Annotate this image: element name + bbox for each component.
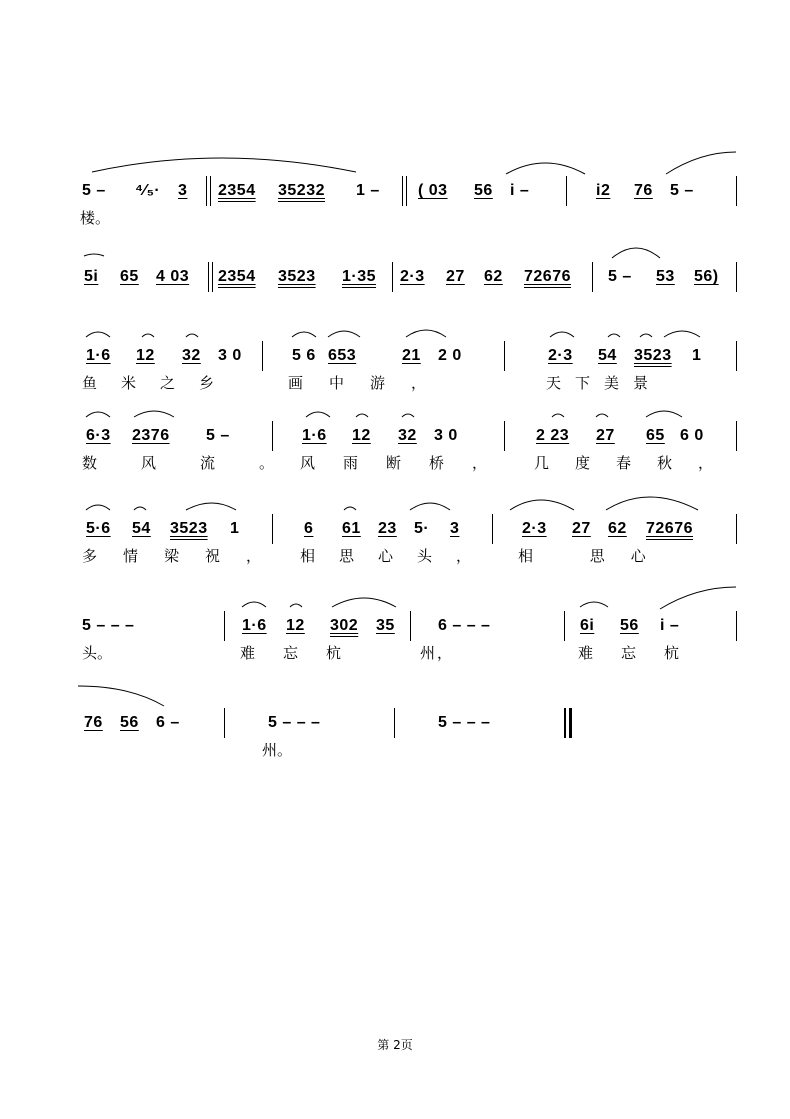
note: 21 (402, 347, 421, 364)
note: 6·3 (86, 427, 111, 444)
lyric: 天下美景 (546, 374, 663, 392)
note: i – (510, 182, 530, 199)
note: 56 (120, 714, 139, 731)
note: 54 (598, 347, 617, 364)
note: 2·3 (522, 520, 547, 537)
note: 65 (120, 268, 139, 285)
note: 1·6 (242, 617, 267, 634)
barline (736, 341, 737, 371)
barline (406, 176, 407, 206)
note: 3 (178, 182, 188, 199)
note: 62 (484, 268, 503, 285)
barline (262, 341, 263, 371)
note: 56) (694, 268, 719, 285)
final-barline-thin (564, 708, 566, 738)
note: 5·6 (86, 520, 111, 537)
barline (208, 262, 209, 292)
note: 72676 (524, 268, 571, 285)
note: 5 – – – (268, 714, 321, 731)
barline (564, 611, 565, 641)
barline (566, 176, 567, 206)
note: 5 – – – (82, 617, 135, 634)
note: 32 (182, 347, 201, 364)
page-number: 第 2页 (377, 1038, 413, 1052)
barline (212, 262, 213, 292)
note: i – (660, 617, 680, 634)
note: 35232 (278, 182, 325, 199)
barline (504, 421, 505, 451)
note: 2354 (218, 268, 256, 285)
note: 6 (304, 520, 314, 537)
note: 2 23 (536, 427, 570, 444)
note: 6 – (156, 714, 180, 731)
note: 32 (398, 427, 417, 444)
note: 1·6 (86, 347, 111, 364)
lyric: 难忘杭 (240, 644, 370, 662)
note: 27 (596, 427, 615, 444)
note: 5 – (608, 268, 632, 285)
note: 61 (342, 520, 361, 537)
note: 3523 (170, 520, 208, 537)
note: 1 (692, 347, 702, 364)
note: 56 (620, 617, 639, 634)
barline (736, 611, 737, 641)
final-barline-thick (569, 708, 572, 738)
note: 5 – (206, 427, 230, 444)
note: 6 – – – (438, 617, 491, 634)
note: 2·3 (400, 268, 425, 285)
note: 5 – (82, 182, 106, 199)
note: 12 (352, 427, 371, 444)
barline (504, 341, 505, 371)
note: 53 (656, 268, 675, 285)
note: 3523 (634, 347, 672, 364)
note: 65 (646, 427, 665, 444)
note: 2·3 (548, 347, 573, 364)
barline (272, 421, 273, 451)
note: 27 (446, 268, 465, 285)
note: 3 (450, 520, 460, 537)
note: 5i (84, 268, 99, 285)
barline (402, 176, 403, 206)
note: 2 0 (438, 347, 462, 364)
note: 76 (634, 182, 653, 199)
note: 12 (286, 617, 305, 634)
note: 2354 (218, 182, 256, 199)
barline (272, 514, 273, 544)
note: i2 (596, 182, 611, 199)
lyric: 几度春秋， (534, 454, 740, 472)
barline (736, 514, 737, 544)
note: 23 (378, 520, 397, 537)
lyric: 风雨断桥， (300, 454, 516, 472)
note: 54 (132, 520, 151, 537)
note: 6i (580, 617, 595, 634)
lyric: 楼。 (80, 209, 111, 227)
barline (210, 176, 211, 206)
barline (736, 262, 737, 292)
note: 3 0 (218, 347, 242, 364)
note: 5· (414, 520, 430, 537)
note: 5 – – – (438, 714, 491, 731)
barline (224, 708, 225, 738)
note: 5 – (670, 182, 694, 199)
barline (224, 611, 225, 641)
lyric: 数风流。 (82, 454, 319, 472)
barline (392, 262, 393, 292)
note: 1 – (356, 182, 380, 199)
note: 1 (230, 520, 240, 537)
barline (492, 514, 493, 544)
barline (206, 176, 207, 206)
note: 3 0 (434, 427, 458, 444)
lyric: 多情梁祝， (82, 547, 288, 565)
note: 6 0 (680, 427, 704, 444)
note: 3523 (278, 268, 316, 285)
lyric: 画中游， (288, 374, 453, 392)
note: ⁴⁄₅· (135, 182, 161, 199)
lyric: 鱼米之乡 (82, 374, 239, 392)
barline (736, 421, 737, 451)
note: 35 (376, 617, 395, 634)
barline (410, 611, 411, 641)
note: 56 (474, 182, 493, 199)
note: 653 (328, 347, 357, 364)
note: 302 (330, 617, 359, 634)
lyric: 头。 (82, 644, 113, 662)
lyric: 难忘杭 (578, 644, 708, 662)
note: 1·6 (302, 427, 327, 444)
lyric: 州。 (262, 741, 293, 759)
note: 12 (136, 347, 155, 364)
note: 62 (608, 520, 627, 537)
note: 2376 (132, 427, 170, 444)
barline (736, 176, 737, 206)
note: 27 (572, 520, 591, 537)
barline (592, 262, 593, 292)
note: 4 03 (156, 268, 190, 285)
lyric: 相 思心 (518, 547, 672, 565)
note: ( 03 (418, 182, 448, 199)
barline (394, 708, 395, 738)
note: 76 (84, 714, 103, 731)
lyric: 州， (420, 644, 455, 662)
note: 1·35 (342, 268, 377, 285)
lyric: 相思心头， (300, 547, 496, 565)
note: 72676 (646, 520, 693, 537)
note: 5 6 (292, 347, 316, 364)
